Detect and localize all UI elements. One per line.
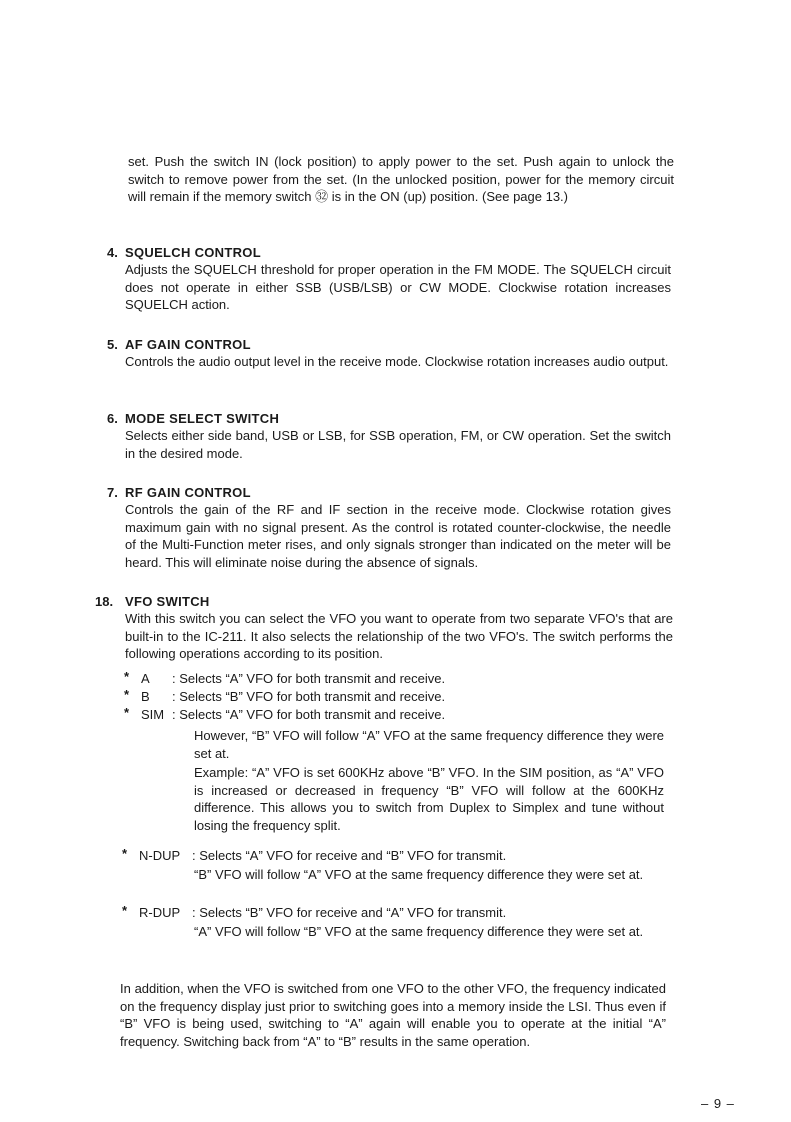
section-title: MODE SELECT SWITCH bbox=[125, 411, 280, 426]
option-key: A bbox=[141, 671, 150, 686]
bullet-star: * bbox=[124, 669, 130, 684]
bullet-star: * bbox=[124, 687, 130, 702]
section-body: Controls the audio output level in the receive mode. Clockwise rotation increases audio output. bbox=[125, 354, 669, 369]
section-title: AF GAIN CONTROL bbox=[125, 337, 251, 352]
option-key: N-DUP bbox=[139, 848, 181, 863]
option-key: B bbox=[141, 689, 150, 704]
option-continuation: “A” VFO will follow “B” VFO at the same frequency difference they were set at. bbox=[194, 924, 644, 939]
section-body: Controls the gain of the RF and IF section in the receive mode. Clockwise rotation gives maximum gain with no signal present. As the control is rotated counter-clockwise, the needle of the Multi-Function meter rises, and only signals stronger than indicated on the meter will be heard. This will eliminate noise during the absence of signals. bbox=[125, 502, 671, 570]
section-body: With this switch you can select the VFO you want to operate from two separate VFO's that are built-in to the IC-211. It also selects the relationship of the two VFO's. The switch performs the following operations according to its position. bbox=[125, 611, 673, 661]
bullet-star: * bbox=[122, 846, 128, 861]
sim-example: Example: “A” VFO is set 600KHz above “B” VFO. In the SIM position, as “A” VFO is increased or decreased in frequency “B” VFO will follow at the 600KHz difference. This allows you to switch from Duplex to Simplex and tune without losing the frequency split. bbox=[194, 765, 664, 833]
section-number: 6. bbox=[107, 411, 118, 426]
section-number: 4. bbox=[107, 245, 118, 260]
section-number: 18. bbox=[95, 594, 114, 609]
section-title: SQUELCH CONTROL bbox=[125, 245, 261, 260]
section-number: 5. bbox=[107, 337, 118, 352]
intro-paragraph: set. Push the switch IN (lock position) to apply power to the set. Push again to unlock the switch to remove power from the set. (In the unlocked position, power for the memory circuit will remain if the memory switch ㉜ is in the ON (up) position. (See page 13.) bbox=[128, 154, 674, 204]
section-body: Adjusts the SQUELCH threshold for proper operation in the FM MODE. The SQUELCH circuit does not operate in either SSB (USB/LSB) or CW MODE. Clockwise rotation increases SQUELCH action. bbox=[125, 262, 671, 312]
section-number: 7. bbox=[107, 485, 118, 500]
section-title: VFO SWITCH bbox=[125, 594, 210, 609]
option-description: : Selects “A” VFO for both transmit and receive. bbox=[172, 671, 446, 686]
option-description: : Selects “A” VFO for both transmit and receive. bbox=[172, 707, 446, 722]
bullet-star: * bbox=[124, 705, 130, 720]
option-continuation: However, “B” VFO will follow “A” VFO at the same frequency difference they were set at. bbox=[194, 728, 664, 761]
bullet-star: * bbox=[122, 903, 128, 918]
page-number: – 9 – bbox=[701, 1096, 735, 1111]
option-continuation: “B” VFO will follow “A” VFO at the same frequency difference they were set at. bbox=[194, 867, 644, 882]
section-title: RF GAIN CONTROL bbox=[125, 485, 251, 500]
option-key: SIM bbox=[141, 707, 165, 722]
option-description: : Selects “B” VFO for receive and “A” VFO for transmit. bbox=[192, 905, 507, 920]
section-body: Selects either side band, USB or LSB, for SSB operation, FM, or CW operation. Set the switch in the desired mode. bbox=[125, 428, 671, 461]
option-description: : Selects “A” VFO for receive and “B” VFO for transmit. bbox=[192, 848, 507, 863]
option-description: : Selects “B” VFO for both transmit and receive. bbox=[172, 689, 446, 704]
option-key: R-DUP bbox=[139, 905, 181, 920]
closing-paragraph: In addition, when the VFO is switched from one VFO to the other VFO, the frequency indicated on the frequency display just prior to switching goes into a memory inside the LSI. Thus even if “B” VFO is being used, switching to “A” again will enable you to operate at the initial “A” frequency. Switching back from “A” to “B” results in the same operation. bbox=[120, 981, 666, 1049]
